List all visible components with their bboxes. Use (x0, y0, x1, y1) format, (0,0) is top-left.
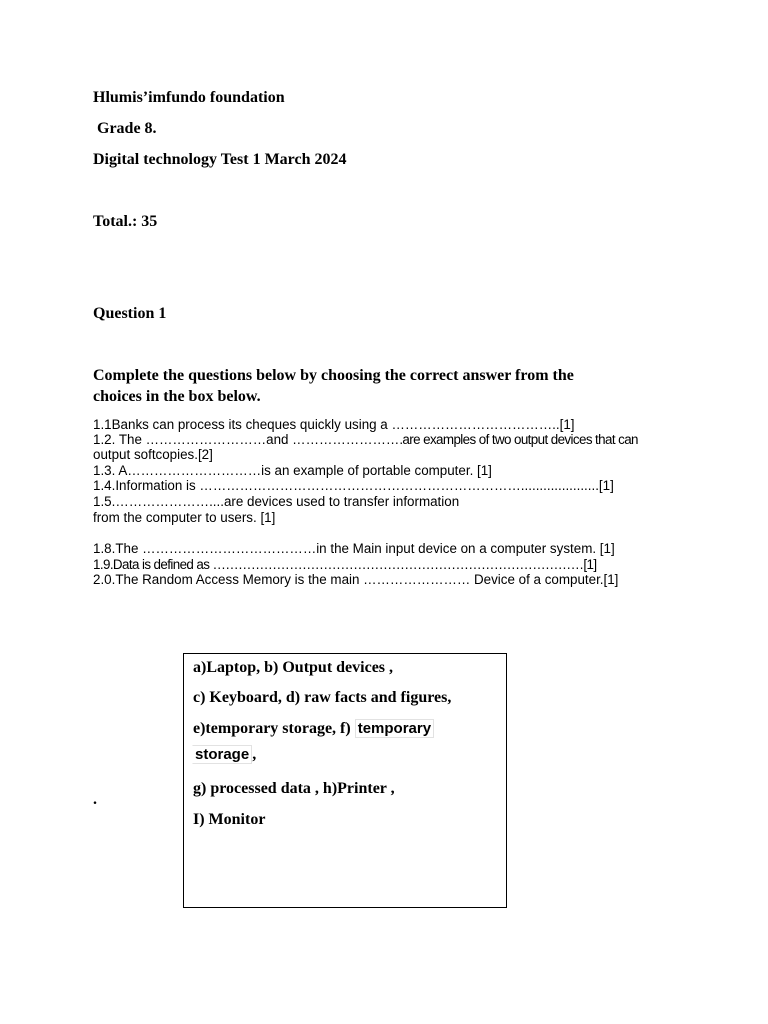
choices-line-5: g) processed data , h)Printer , (193, 780, 395, 797)
choices-line-3 (193, 720, 434, 738)
question-1-8: 1.8.The …………………………………in the Main input device on a computer system. [1] (93, 541, 615, 556)
choices-line-4 (192, 746, 256, 764)
question-1-2-blanks: 1.2. The ………………………and …………………… (93, 432, 400, 447)
question-1-2-line-1 (93, 432, 638, 447)
stray-mark: . (93, 791, 97, 808)
instruction-line-1: Complete the questions below by choosing the correct answer from the (93, 367, 574, 384)
question-2-0: 2.0.The Random Access Memory is the main …………………… Device of a computer.[1] (93, 572, 619, 587)
choices-line-1: a)Laptop, b) Output devices , (193, 659, 394, 676)
choices-line-2: c) Keyboard, d) raw facts and figures, (193, 689, 452, 706)
question-1-4: 1.4.Information is ……………………………………………………………….....................[1] (93, 478, 614, 493)
question-1-1: 1.1Banks can process its cheques quickly using a ………………………………..[1] (93, 417, 575, 432)
question-1-2-line-2: output softcopies.[2] (93, 447, 213, 462)
question-1-9: 1.9.Data is defined as ……………………………………………………………………………[1] (93, 557, 597, 572)
question-1-5-line-2: from the computer to users. [1] (93, 510, 276, 525)
question-1-2-text: .are examples of two output devices that can (399, 432, 638, 447)
school-name: Hlumis’imfundo foundation (93, 89, 285, 106)
question-1-5-line-1: 1.5.…………………....are devices used to transfer information (93, 494, 460, 509)
question-heading: Question 1 (93, 305, 167, 322)
choice-f-highlight-1: temporary (355, 719, 434, 738)
choices-line-4-comma: , (252, 746, 257, 763)
answer-choices-box (183, 653, 507, 908)
total-marks: Total.: 35 (93, 213, 158, 230)
choices-line-3-text: e)temporary storage, f) (193, 720, 355, 737)
instruction-line-2: choices in the box below. (93, 388, 261, 405)
choices-line-6: I) Monitor (193, 811, 266, 828)
choice-f-highlight-2: storage (192, 745, 252, 764)
grade-label: Grade 8. (97, 120, 157, 137)
test-title: Digital technology Test 1 March 2024 (93, 151, 347, 168)
question-1-3: 1.3. A…………………………is an example of portable computer. [1] (93, 463, 492, 478)
